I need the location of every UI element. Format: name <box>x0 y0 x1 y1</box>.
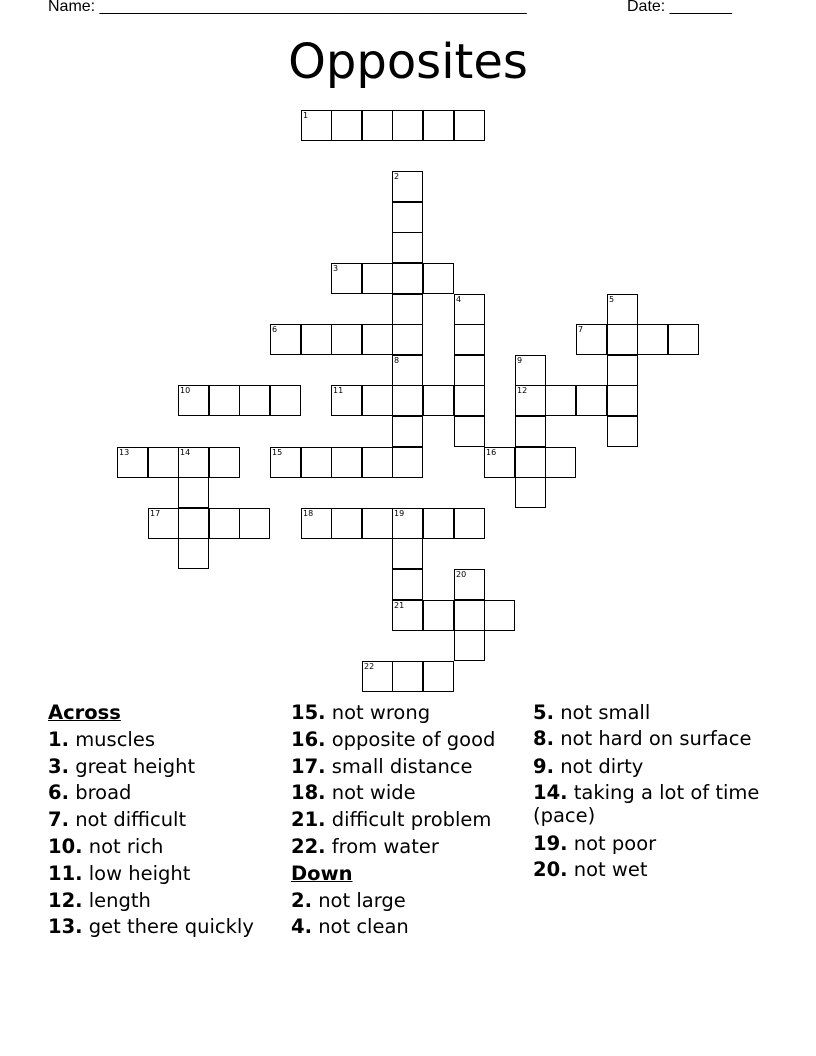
crossword-cell[interactable] <box>392 324 423 355</box>
clue-number: 13 <box>119 448 130 457</box>
crossword-cell[interactable] <box>515 477 546 508</box>
crossword-cell[interactable] <box>607 385 638 416</box>
crossword-cell[interactable] <box>484 600 515 631</box>
crossword-cell[interactable] <box>178 477 209 508</box>
crossword-cell[interactable] <box>331 263 362 294</box>
crossword-cell[interactable] <box>454 630 485 661</box>
clue-item-number: 6. <box>48 781 69 805</box>
clue-item-number: 14. <box>533 780 568 804</box>
clue-item-number: 17. <box>291 754 326 778</box>
clue-item-text: not poor <box>573 831 657 855</box>
crossword-cell[interactable] <box>178 508 209 539</box>
clue-item-text: not clean <box>318 915 409 939</box>
crossword-cell[interactable] <box>270 324 301 355</box>
clue-item-text: taking a lot of time (pace) <box>533 780 760 827</box>
clue-item <box>48 861 284 888</box>
crossword-cell[interactable] <box>423 600 454 631</box>
clue-item-text: not difficult <box>75 808 187 832</box>
clue-item <box>48 888 284 915</box>
crossword-cell[interactable] <box>454 385 485 416</box>
crossword-cell[interactable] <box>515 385 546 416</box>
clue-item-number: 3. <box>48 754 69 778</box>
clue-section-heading: Across <box>48 701 121 724</box>
crossword-cell[interactable] <box>209 385 240 416</box>
crossword-cell[interactable] <box>209 508 240 539</box>
clue-item-number: 12. <box>48 888 83 912</box>
crossword-cell[interactable] <box>423 661 454 692</box>
clue-item-text: length <box>88 888 151 912</box>
crossword-cell[interactable] <box>545 447 576 478</box>
crossword-cell[interactable] <box>392 538 423 569</box>
clue-item-text: small distance <box>331 754 473 778</box>
clue-item-number: 4. <box>291 915 312 939</box>
crossword-cell[interactable] <box>392 263 423 294</box>
crossword-cell[interactable] <box>301 508 332 539</box>
crossword-cell[interactable] <box>392 355 423 386</box>
crossword-cell[interactable] <box>454 508 485 539</box>
clue-item-text: not hard on surface <box>560 726 752 750</box>
clue-item-text: not large <box>318 888 406 912</box>
clue-number: 14 <box>180 448 191 457</box>
crossword-cell[interactable] <box>607 294 638 325</box>
clue-item-number: 7. <box>48 808 69 832</box>
clue-item-number: 2. <box>291 888 312 912</box>
clue-number: 22 <box>364 662 375 671</box>
clue-column-1 <box>48 700 284 941</box>
clue-item <box>48 834 284 861</box>
clue-number: 12 <box>517 386 528 395</box>
clue-item <box>533 754 769 781</box>
crossword-cell[interactable] <box>454 324 485 355</box>
crossword-cell[interactable] <box>178 538 209 569</box>
clue-item-number: 22. <box>291 834 326 858</box>
clue-item-text: not wet <box>573 858 648 882</box>
clue-item-number: 21. <box>291 808 326 832</box>
crossword-cell[interactable] <box>270 447 301 478</box>
crossword-cell[interactable] <box>637 324 668 355</box>
crossword-cell[interactable] <box>668 324 699 355</box>
crossword-cell[interactable] <box>362 508 393 539</box>
clue-item-text: low height <box>88 861 191 885</box>
name-field[interactable]: Name: ________________________________________________ <box>48 0 527 15</box>
clue-column-3 <box>533 700 769 884</box>
clue-item-number: 20. <box>533 858 568 882</box>
clue-item <box>533 700 769 727</box>
clue-number: 2 <box>394 172 400 181</box>
clue-item-text: from water <box>331 834 439 858</box>
clue-number: 15 <box>272 448 283 457</box>
crossword-cell[interactable] <box>392 416 423 447</box>
clue-number: 9 <box>517 356 523 365</box>
crossword-cell[interactable] <box>484 447 515 478</box>
crossword-cell[interactable] <box>392 232 423 263</box>
crossword-cell[interactable] <box>515 416 546 447</box>
crossword-cell[interactable] <box>331 324 362 355</box>
crossword-cell[interactable] <box>454 110 485 141</box>
crossword-cell[interactable] <box>301 324 332 355</box>
clue-item-number: 11. <box>48 861 83 885</box>
crossword-cell[interactable] <box>454 600 485 631</box>
clue-item-text: difficult problem <box>331 808 492 832</box>
clue-item-number: 1. <box>48 727 69 751</box>
clue-item <box>48 807 284 834</box>
clue-item <box>533 727 769 750</box>
clue-item <box>533 831 769 858</box>
clue-section-heading: Down <box>291 861 353 885</box>
crossword-cell[interactable] <box>178 385 209 416</box>
date-field[interactable]: Date: _______ <box>627 0 732 15</box>
crossword-cell[interactable] <box>301 447 332 478</box>
clue-item-number: 15. <box>291 701 326 724</box>
clue-item-number: 19. <box>533 831 568 855</box>
clue-item-number: 8. <box>533 726 554 750</box>
clue-item <box>291 914 527 941</box>
page-title: Opposites <box>288 34 528 90</box>
crossword-cell[interactable] <box>239 385 270 416</box>
crossword-cell[interactable] <box>392 569 423 600</box>
crossword-cell[interactable] <box>239 508 270 539</box>
clue-number: 3 <box>333 264 339 273</box>
crossword-cell[interactable] <box>515 447 546 478</box>
crossword-cell[interactable] <box>362 661 393 692</box>
clue-item <box>291 834 527 861</box>
crossword-cell[interactable] <box>423 110 454 141</box>
crossword-cell[interactable] <box>362 324 393 355</box>
clue-item <box>291 807 527 834</box>
crossword-cell[interactable] <box>545 385 576 416</box>
clue-number: 6 <box>272 325 278 334</box>
crossword-cell[interactable] <box>454 416 485 447</box>
crossword-cell[interactable] <box>117 447 148 478</box>
clue-item <box>533 781 769 827</box>
clue-number: 17 <box>150 509 161 518</box>
clue-number: 21 <box>394 601 405 610</box>
clue-number: 7 <box>578 325 584 334</box>
clue-item-text: get there quickly <box>88 915 254 939</box>
clue-number: 1 <box>303 111 309 120</box>
clue-number: 16 <box>486 448 497 457</box>
clue-number: 8 <box>394 356 400 365</box>
crossword-cell[interactable] <box>392 447 423 478</box>
clue-item <box>533 857 769 884</box>
crossword-cell[interactable] <box>392 202 423 233</box>
clue-item <box>48 754 284 781</box>
clue-item-text: not wrong <box>331 701 431 724</box>
clue-number: 18 <box>303 509 314 518</box>
crossword-cell[interactable] <box>209 447 240 478</box>
crossword-cell[interactable] <box>515 355 546 386</box>
clue-item <box>291 700 527 727</box>
clue-item-text: not wide <box>331 781 416 805</box>
clue-item <box>291 888 527 915</box>
clue-item-text: great height <box>75 754 196 778</box>
clue-item-text: muscles <box>75 727 155 751</box>
clue-item-number: 10. <box>48 834 83 858</box>
clue-item <box>48 914 284 941</box>
crossword-cell[interactable] <box>331 385 362 416</box>
crossword-cell[interactable] <box>454 355 485 386</box>
clue-item-text: not rich <box>88 834 164 858</box>
clue-item-number: 16. <box>291 727 326 751</box>
clue-item <box>291 727 527 754</box>
crossword-cell[interactable] <box>270 385 301 416</box>
clue-number: 19 <box>394 509 405 518</box>
crossword-cell[interactable] <box>392 294 423 325</box>
crossword-cell[interactable] <box>607 324 638 355</box>
crossword-cell[interactable] <box>607 355 638 386</box>
crossword-cell[interactable] <box>362 263 393 294</box>
crossword-cell[interactable] <box>392 661 423 692</box>
clue-item-text: not dirty <box>560 754 644 778</box>
clue-item-text: broad <box>75 781 132 805</box>
crossword-cell[interactable] <box>148 508 179 539</box>
clue-number: 11 <box>333 386 344 395</box>
crossword-cell[interactable] <box>362 110 393 141</box>
crossword-cell[interactable] <box>423 385 454 416</box>
crossword-cell[interactable] <box>362 447 393 478</box>
crossword-cell[interactable] <box>576 324 607 355</box>
crossword-cell[interactable] <box>178 447 209 478</box>
crossword-cell[interactable] <box>607 416 638 447</box>
crossword-cell[interactable] <box>392 171 423 202</box>
crossword-cell[interactable] <box>392 508 423 539</box>
crossword-cell[interactable] <box>331 508 362 539</box>
crossword-cell[interactable] <box>392 110 423 141</box>
crossword-cell[interactable] <box>423 263 454 294</box>
crossword-cell[interactable] <box>362 385 393 416</box>
clue-item <box>48 727 284 754</box>
clue-item-number: 13. <box>48 915 83 939</box>
clue-number: 20 <box>456 570 467 579</box>
crossword-cell[interactable] <box>331 110 362 141</box>
clue-item <box>48 780 284 807</box>
crossword-cell[interactable] <box>576 385 607 416</box>
crossword-cell[interactable] <box>454 569 485 600</box>
crossword-cell[interactable] <box>331 447 362 478</box>
clue-number: 10 <box>180 386 191 395</box>
clue-item <box>291 754 527 781</box>
crossword-cell[interactable] <box>392 600 423 631</box>
clue-number: 5 <box>609 295 615 304</box>
clue-column-2 <box>291 700 527 941</box>
crossword-cell[interactable] <box>392 385 423 416</box>
clue-item <box>291 780 527 807</box>
clue-number: 4 <box>456 295 462 304</box>
clue-item-number: 18. <box>291 781 326 805</box>
clue-item-text: not small <box>560 701 651 724</box>
crossword-cell[interactable] <box>148 447 179 478</box>
crossword-cell[interactable] <box>423 508 454 539</box>
clue-item-number: 9. <box>533 754 554 778</box>
crossword-cell[interactable] <box>454 294 485 325</box>
crossword-cell[interactable] <box>301 110 332 141</box>
clue-item-number: 5. <box>533 701 554 724</box>
clue-item-text: opposite of good <box>331 727 496 751</box>
